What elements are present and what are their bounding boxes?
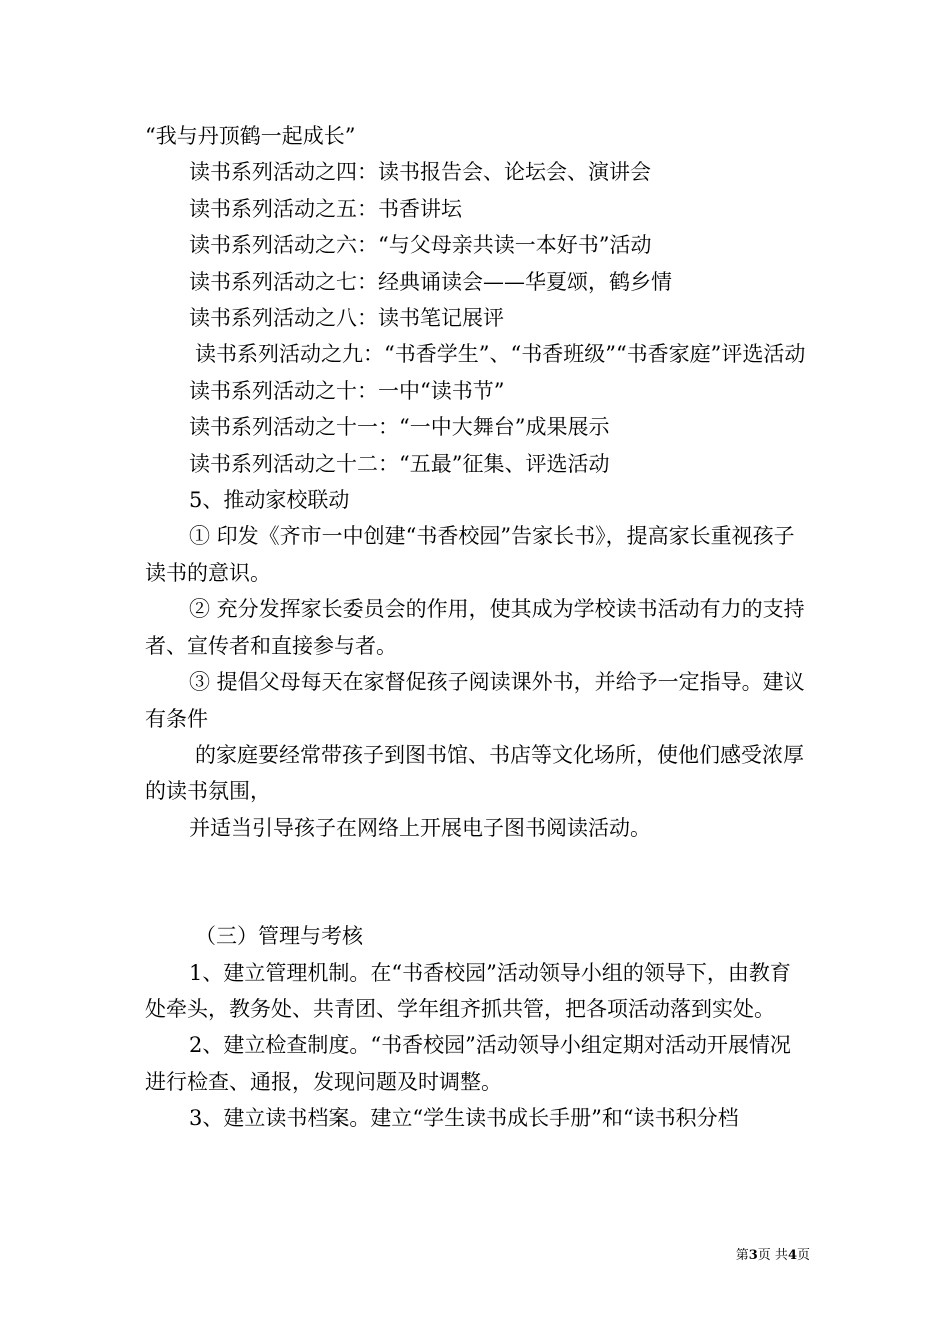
- text-line: 读书系列活动之十一：“一中大舞台”成果展示: [189, 415, 610, 440]
- text-line: ③ 提倡父母每天在家督促孩子阅读课外书，并给予一定指导。建议有条件: [145, 670, 805, 731]
- footer-suffix: 页: [796, 1248, 810, 1263]
- text-line: 读书系列活动之八：读书笔记展评: [189, 306, 504, 331]
- text-line: 读书系列活动之九：“书香学生”、“书香班级”“书香家庭”评选活动: [195, 342, 806, 367]
- text-line: 读书系列活动之六：“与父母亲共读一本好书”活动: [189, 233, 652, 258]
- text-line: 读书系列活动之十二：“五最”征集、评选活动: [189, 451, 610, 476]
- text-line: 的家庭要经常带孩子到图书馆、书店等文化场所，使他们感受浓厚的读书氛围，: [145, 742, 804, 804]
- section-heading: （三）管理与考核: [195, 924, 363, 949]
- page-total: 4: [787, 1248, 797, 1263]
- text-line: 读书系列活动之七：经典诵读会——华夏颂，鹤乡情: [189, 269, 672, 294]
- text-line: 2、建立检查制度。“书香校园”活动领导小组定期对活动开展情况进行检查、通报，发现问题及时调整。: [145, 1033, 791, 1094]
- text-line: 3、建立读书档案。建立“学生读书成长手册”和“读书积分档: [189, 1106, 739, 1131]
- text-line: ② 充分发挥家长委员会的作用，使其成为学校读书活动有力的支持者、宣传者和直接参与者。: [145, 597, 805, 658]
- page-number: 3: [748, 1248, 758, 1263]
- text-line: 读书系列活动之十：一中“读书节”: [189, 378, 505, 403]
- text-line: 并适当引导孩子在网络上开展电子图书阅读活动。: [189, 815, 651, 840]
- text-line: ① 印发《齐市一中创建“书香校园”告家长书》，提高家长重视孩子读书的意识。: [145, 524, 795, 585]
- footer-prefix: 第: [735, 1248, 749, 1263]
- page-footer: [700, 1248, 810, 1264]
- paragraph-gap: [145, 846, 810, 918]
- text-line: 读书系列活动之四：读书报告会、论坛会、演讲会: [189, 160, 651, 185]
- text-line: 读书系列活动之五：书香讲坛: [189, 196, 462, 221]
- footer-middle: 页 共: [757, 1248, 788, 1263]
- text-line: 1、建立管理机制。在“书香校园”活动领导小组的领导下，由教育处牵头，教务处、共青团、学年组齐抓共管，把各项活动落到实处。: [145, 960, 791, 1021]
- text-line: “我与丹顶鹤一起成长”: [145, 124, 356, 148]
- body-text: [145, 118, 810, 1137]
- text-line: 5、推动家校联动: [189, 488, 350, 513]
